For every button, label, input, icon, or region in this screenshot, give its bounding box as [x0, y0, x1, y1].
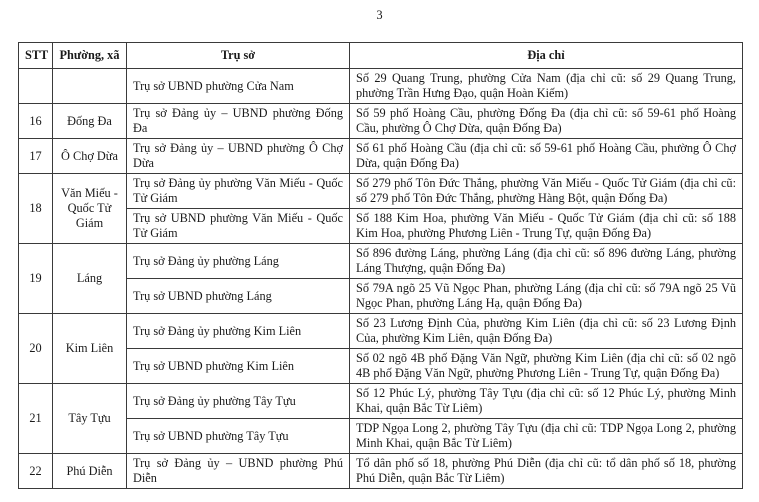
- table-row: [19, 314, 743, 349]
- cell-ward: Tây Tựu: [53, 384, 127, 454]
- table-row: [19, 419, 743, 454]
- cell-ward: Ô Chợ Dừa: [53, 139, 127, 174]
- cell-office: Trụ sở UBND phường Cửa Nam: [127, 69, 350, 104]
- cell-address: Số 02 ngõ 4B phố Đặng Văn Ngữ, phường Kim Liên (địa chỉ cũ: số 02 ngõ 4B phố Đặng Văn Ngữ, phường Phương Liên - Trung Tự, quận Đống Đa): [350, 349, 743, 384]
- cell-ward: Đống Đa: [53, 104, 127, 139]
- cell-office: Trụ sở Đảng ủy phường Láng: [127, 244, 350, 279]
- header-ward: Phường, xã: [53, 43, 127, 69]
- cell-office: Trụ sở UBND phường Láng: [127, 279, 350, 314]
- cell-address: Số 279 phố Tôn Đức Thắng, phường Văn Miếu - Quốc Tử Giám (địa chỉ cũ: số 279 phố Tôn Đức Thắng, phường Hàng Bột, quận Đống Đa): [350, 174, 743, 209]
- cell-office: Trụ sở Đảng ủy phường Kim Liên: [127, 314, 350, 349]
- cell-stt: 22: [19, 454, 53, 489]
- cell-address: Số 61 phố Hoàng Cầu (địa chỉ cũ: số 59-61 phố Hoàng Cầu, phường Ô Chợ Dừa, quận Đống Đa): [350, 139, 743, 174]
- cell-ward: Phú Diễn: [53, 454, 127, 489]
- table-row: [19, 279, 743, 314]
- header-stt: STT: [19, 43, 53, 69]
- cell-office: Trụ sở UBND phường Tây Tựu: [127, 419, 350, 454]
- cell-ward: Kim Liên: [53, 314, 127, 384]
- cell-stt: 19: [19, 244, 53, 314]
- cell-address: TDP Ngọa Long 2, phường Tây Tựu (địa chỉ cũ: TDP Ngọa Long 2, phường Minh Khai, quận Bắc Từ Liêm): [350, 419, 743, 454]
- cell-office: Trụ sở UBND phường Văn Miếu - Quốc Tử Giám: [127, 209, 350, 244]
- table-row: [19, 104, 743, 139]
- cell-ward: Láng: [53, 244, 127, 314]
- cell-address: Số 23 Lương Định Của, phường Kim Liên (địa chỉ cũ: số 23 Lương Định Của, phường Kim Liên, quận Đống Đa): [350, 314, 743, 349]
- header-address: Địa chỉ: [350, 43, 743, 69]
- table-row: [19, 349, 743, 384]
- table-row: [19, 69, 743, 104]
- office-address-table: [18, 42, 743, 489]
- cell-stt: 18: [19, 174, 53, 244]
- table-row: [19, 454, 743, 489]
- table-row: [19, 139, 743, 174]
- cell-address: Số 59 phố Hoàng Cầu, phường Đống Đa (địa chỉ cũ: số 59-61 phố Hoàng Cầu, phường Ô Chợ Dừa, quận Đống Đa): [350, 104, 743, 139]
- table-body: [19, 69, 743, 489]
- cell-office: Trụ sở Đảng ủy – UBND phường Ô Chợ Dừa: [127, 139, 350, 174]
- cell-address: Số 29 Quang Trung, phường Cửa Nam (địa chỉ cũ: số 29 Quang Trung, phường Trần Hưng Đạo, quận Hoàn Kiếm): [350, 69, 743, 104]
- cell-stt: 16: [19, 104, 53, 139]
- cell-address: Số 79A ngõ 25 Vũ Ngọc Phan, phường Láng (địa chỉ cũ: số 79A ngõ 25 Vũ Ngọc Phan, phường Láng Hạ, quận Đống Đa): [350, 279, 743, 314]
- cell-stt: 21: [19, 384, 53, 454]
- cell-ward: Văn Miếu - Quốc Tử Giám: [53, 174, 127, 244]
- cell-office: Trụ sở Đảng ủy phường Văn Miếu - Quốc Tử Giám: [127, 174, 350, 209]
- cell-address: Số 12 Phúc Lý, phường Tây Tựu (địa chỉ cũ: số 12 Phúc Lý, phường Minh Khai, quận Bắc Từ Liêm): [350, 384, 743, 419]
- cell-address: Số 188 Kim Hoa, phường Văn Miếu - Quốc Tử Giám (địa chỉ cũ: số 188 Kim Hoa, phường Phương Liên - Trung Tự, quận Đống Đa): [350, 209, 743, 244]
- table-row: [19, 244, 743, 279]
- cell-stt: 17: [19, 139, 53, 174]
- cell-office: Trụ sở UBND phường Kim Liên: [127, 349, 350, 384]
- cell-office: Trụ sở Đảng ủy – UBND phường Đống Đa: [127, 104, 350, 139]
- table-row: [19, 384, 743, 419]
- page-number: 3: [376, 8, 383, 22]
- table-header-row: [19, 43, 743, 69]
- cell-stt: [19, 69, 53, 104]
- table-row: [19, 174, 743, 209]
- cell-address: Số 896 đường Láng, phường Láng (địa chỉ cũ: số 896 đường Láng, phường Láng Thượng, quận Đống Đa): [350, 244, 743, 279]
- table-row: [19, 209, 743, 244]
- cell-office: Trụ sở Đảng ủy phường Tây Tựu: [127, 384, 350, 419]
- cell-stt: 20: [19, 314, 53, 384]
- cell-address: Tổ dân phố số 18, phường Phú Diễn (địa chỉ cũ: tổ dân phố số 18, phường Phú Diễn, quận Bắc Từ Liêm): [350, 454, 743, 489]
- cell-ward: [53, 69, 127, 104]
- cell-office: Trụ sở Đảng ủy – UBND phường Phú Diễn: [127, 454, 350, 489]
- header-office: Trụ sở: [127, 43, 350, 69]
